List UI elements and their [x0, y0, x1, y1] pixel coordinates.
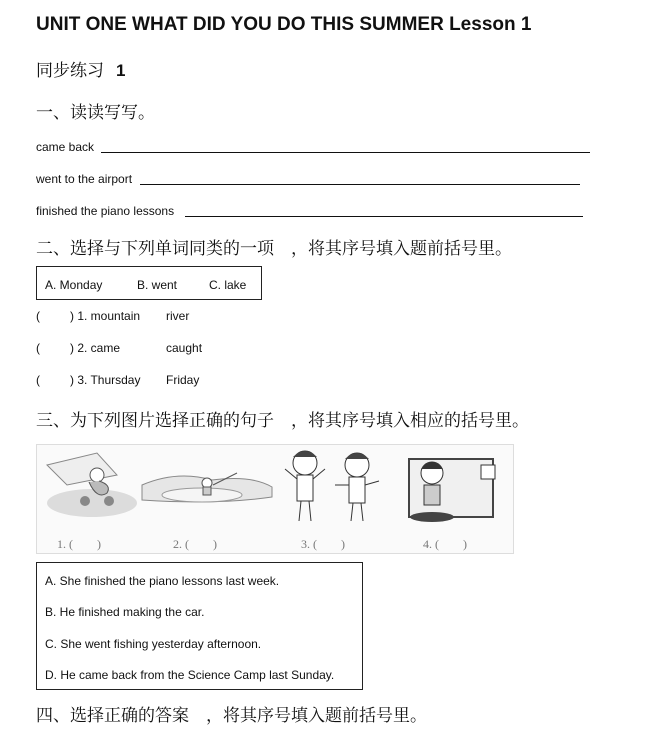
- section2-heading: 二、选择与下列单词同类的一项 ，将其序号填入题前括号里。: [36, 239, 512, 259]
- picture-3: [285, 451, 379, 521]
- subtitle: [36, 56, 125, 81]
- section3-heading: 三、为下列图片选择正确的句子 ，将其序号填入相应的括号里。: [36, 411, 529, 431]
- section4-heading: 四、选择正确的答案 ，将其序号填入题前括号里。: [36, 706, 427, 726]
- question-word: ) 3. Thursday: [70, 373, 141, 387]
- answer-paren[interactable]: (: [36, 373, 40, 387]
- question-row-1[interactable]: [36, 309, 189, 323]
- picture-2: [142, 473, 272, 502]
- page-title: UNIT ONE WHAT DID YOU DO THIS SUMMER Lesson 1: [36, 14, 532, 35]
- answer-line-2[interactable]: [140, 184, 580, 185]
- picture-label-1[interactable]: 1. ( ): [57, 537, 101, 551]
- section1-item-1: came back: [36, 140, 95, 154]
- question-pair-word: river: [166, 309, 190, 323]
- sentence-a: A. She finished the piano lessons last week.: [45, 574, 280, 588]
- question-row-2[interactable]: [36, 341, 202, 355]
- sentences-box: [36, 562, 363, 690]
- picture-strip: [36, 444, 514, 554]
- option-c: C. lake: [209, 278, 247, 292]
- answer-line-3[interactable]: [185, 216, 583, 217]
- picture-label-3[interactable]: 3. ( ): [301, 537, 345, 551]
- sentence-b: B. He finished making the car.: [45, 605, 205, 619]
- answer-line-1[interactable]: [101, 152, 590, 153]
- question-pair-word: caught: [166, 341, 203, 355]
- subtitle-label: 同步练习: [36, 61, 104, 81]
- sentence-d: D. He came back from the Science Camp last Sunday.: [45, 668, 335, 682]
- question-row-3[interactable]: [36, 373, 199, 387]
- option-a: A. Monday: [45, 278, 103, 292]
- option-b: B. went: [137, 278, 178, 292]
- picture-label-2[interactable]: 2. ( ): [173, 537, 217, 551]
- answer-paren[interactable]: (: [36, 309, 40, 323]
- question-word: ) 1. mountain: [70, 309, 141, 323]
- picture-4: [409, 459, 495, 522]
- answer-paren[interactable]: (: [36, 341, 40, 355]
- section1-heading: 一、读读写写。: [36, 103, 155, 123]
- section1-item-2: went to the airport: [36, 172, 133, 186]
- section1-item-3: finished the piano lessons: [36, 204, 175, 218]
- picture-label-4[interactable]: 4. ( ): [423, 537, 467, 551]
- subtitle-number: 1: [116, 61, 126, 80]
- question-word: ) 2. came: [70, 341, 121, 355]
- question-pair-word: Friday: [166, 373, 200, 387]
- options-box: [36, 266, 262, 300]
- picture-1: [47, 453, 137, 517]
- sentence-c: C. She went fishing yesterday afternoon.: [45, 637, 262, 651]
